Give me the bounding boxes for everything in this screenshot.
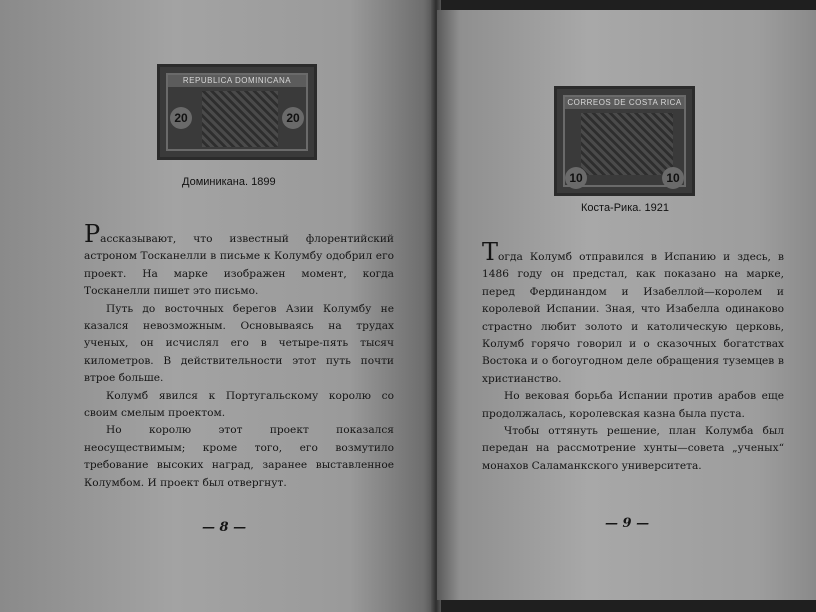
dominican-stamp-image (157, 64, 317, 160)
stamp-caption: Доминикана. 1899 (182, 176, 276, 188)
stamp-value-right: 20 (282, 107, 304, 129)
stamp-banner: CORREOS DE COSTA RICA (565, 97, 684, 109)
stamp-caption: Коста-Рика. 1921 (581, 202, 669, 214)
paragraph-text: огда Колумб отправился в Испанию и здесь, в 1486 году он предстал, как показано на марке, перед Фердинандом и Изабеллой—королем и королевой Испании. Зная, что Изабелла одинаково страстно любит золото и католическую церковь, Колумб горячо говорил и о сказочных богатствах Востока и о богоугодном деле обращения туземцев в христианство. (482, 251, 784, 385)
paragraph (482, 238, 784, 388)
costa-rica-stamp-image (554, 86, 695, 196)
paragraph: Путь до восточных берегов Азии Колумбу не казался невозможным. Основываясь на трудах ученых, он исчислял его в четыре-пять тысяч километров. В действительности этот путь почти втрое больше. (84, 302, 394, 385)
page-number: — 8 — (202, 520, 247, 535)
stamp-scene (581, 113, 673, 175)
paragraph-text: ассказывают, что известный флорентийский астроном Тосканелли в письме к Колумбу одобрил его проект. На марке изображен момент, когда Тосканелли пишет это письмо. (84, 233, 394, 298)
stamp-value-right: 10 (662, 167, 684, 189)
stamp-value-left: 10 (565, 167, 587, 189)
body-text (482, 238, 784, 475)
stamp-banner: REPUBLICA DOMINICANA (168, 75, 306, 87)
paragraph: Чтобы оттянуть решение, план Колумба был передан на рассмотрение хунты—совета „ученых“ монахов Саламанкского университета. (482, 425, 784, 472)
stamp-value-left: 20 (170, 107, 192, 129)
paragraph: Но вековая борьба Испании против арабов еще продолжалась, королевская казна была пуста. (482, 390, 784, 420)
paragraph: Колумб явился к Португальскому королю со своим смелым проектом. (84, 389, 394, 420)
paragraph (84, 220, 394, 301)
right-page (437, 10, 816, 600)
page-number: — 9 — (605, 516, 650, 531)
drop-cap: Р (84, 220, 101, 248)
body-text (84, 220, 394, 492)
paragraph: Но королю этот проект показался неосуществимым; кроме того, его возмутило требование высоких наград, заранее выставленное Колумбом. И проект был отвергнут. (84, 424, 394, 489)
stamp-scene (202, 91, 278, 147)
drop-cap: Т (482, 238, 499, 266)
